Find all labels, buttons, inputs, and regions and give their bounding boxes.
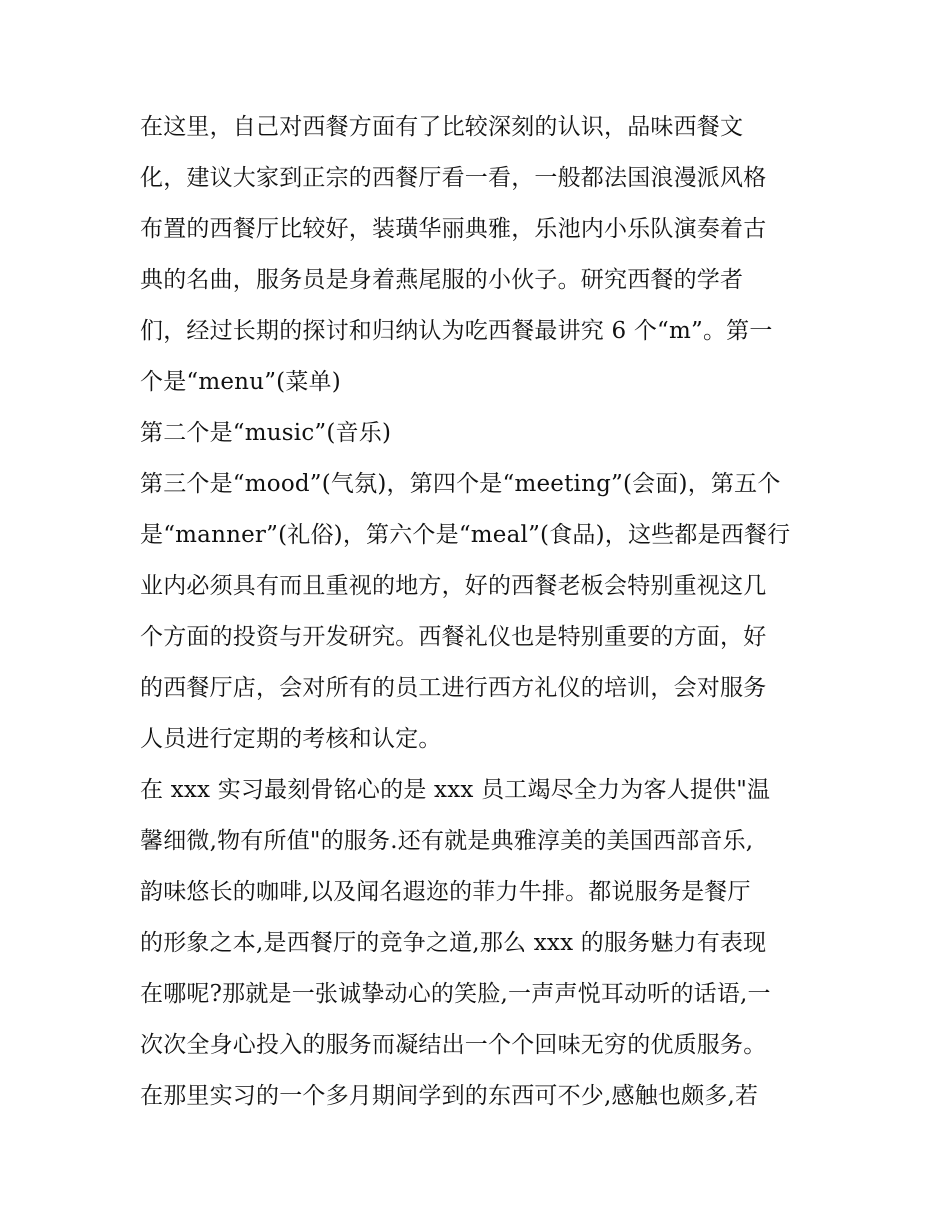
text-line: 的西餐厅店，会对所有的员工进行西方礼仪的培训，会对服务 xyxy=(140,675,767,701)
text-line: 第三个是“mood”(气氛)，第四个是“meeting”(会面)，第五个 xyxy=(140,471,781,497)
text-line: 典的名曲，服务员是身着燕尾服的小伙子。研究西餐的学者 xyxy=(140,267,744,293)
text-line: 次次全身心投入的服务而凝结出一个个回味无穷的优质服务。 xyxy=(140,1032,767,1058)
text-line: 布置的西餐厅比较好，装璜华丽典雅，乐池内小乐队演奏着古 xyxy=(140,216,767,242)
text-line: 的形象之本,是西餐厅的竞争之道,那么 xxx 的服务魅力有表现 xyxy=(140,930,767,956)
text-line: 化，建议大家到正宗的西餐厅看一看，一般都法国浪漫派风格 xyxy=(140,165,767,191)
text-line: 在那里实习的一个多月期间学到的东西可不少,感触也颇多,若 xyxy=(140,1083,759,1109)
document-body xyxy=(140,102,820,1122)
text-line: 在 xxx 实习最刻骨铭心的是 xxx 员工竭尽全力为客人提供"温 xyxy=(140,777,771,803)
text-line: 是“manner”(礼俗)，第六个是“meal”(食品)，这些都是西餐行 xyxy=(140,522,791,548)
text-line: 个是“menu”(菜单) xyxy=(140,369,341,395)
text-line: 在哪呢?那就是一张诚挚动心的笑脸,一声声悦耳动听的话语,一 xyxy=(140,981,771,1007)
text-line: 业内必须具有而且重视的地方，好的西餐老板会特别重视这几 xyxy=(140,573,767,599)
text-line: 们，经过长期的探讨和归纳认为吃西餐最讲究 6 个“m”。第一 xyxy=(140,318,773,344)
text-line: 韵味悠长的咖啡,以及闻名遐迩的菲力牛排。都说服务是餐厅 xyxy=(140,879,751,905)
text-line: 在这里，自己对西餐方面有了比较深刻的认识，品味西餐文 xyxy=(140,114,744,140)
text-line: 人员进行定期的考核和认定。 xyxy=(140,726,442,752)
text-line: 个方面的投资与开发研究。西餐礼仪也是特别重要的方面，好 xyxy=(140,624,767,650)
text-line: 馨细微,物有所值"的服务.还有就是典雅淳美的美国西部音乐, xyxy=(140,828,754,854)
text-line: 第二个是“music”(音乐) xyxy=(140,420,392,446)
